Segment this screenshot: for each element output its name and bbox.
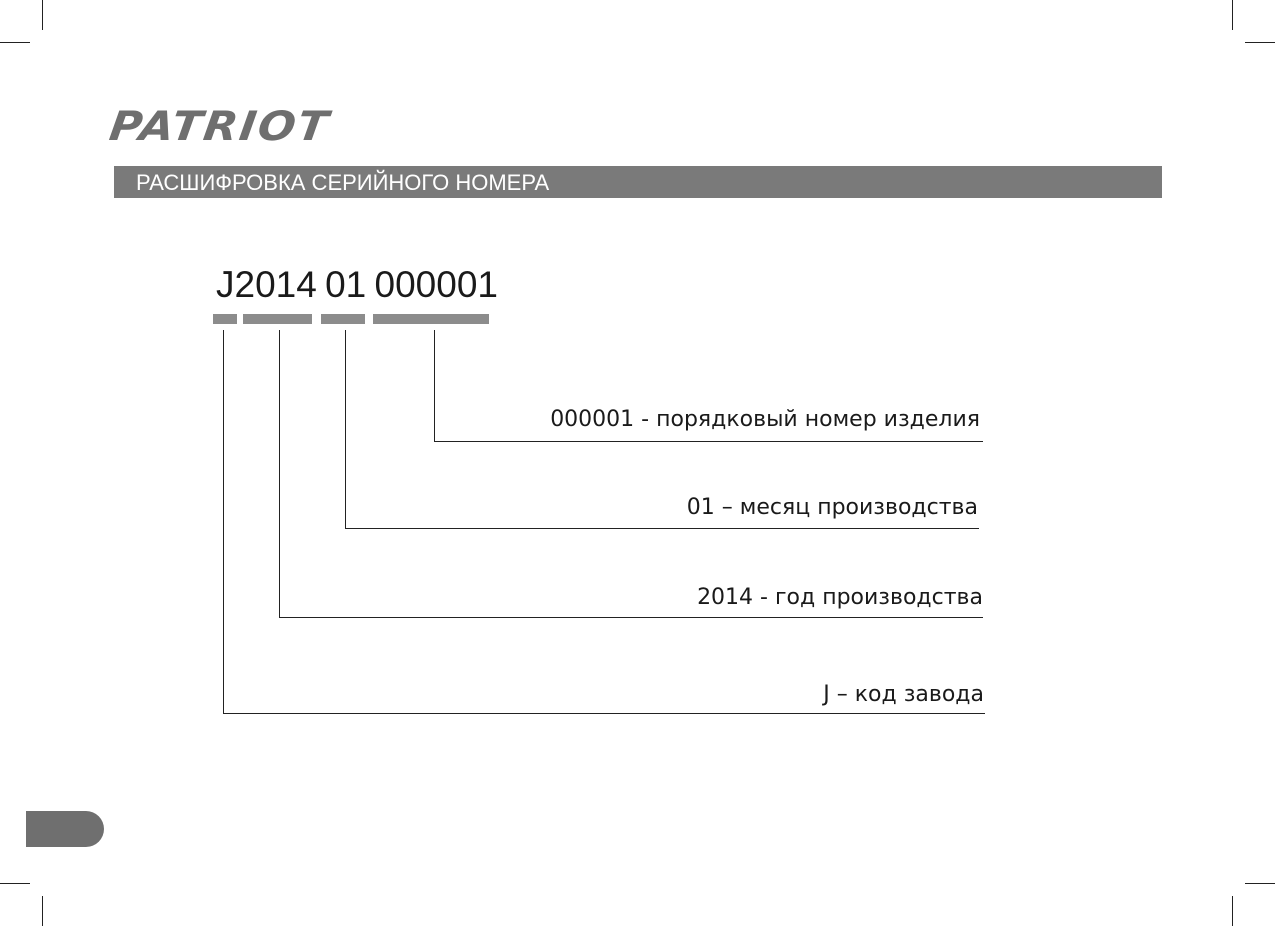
connector-month-horizontal: [345, 528, 979, 529]
section-title: РАСШИФРОВКА СЕРИЙНОГО НОМЕРА: [136, 170, 550, 195]
crop-mark-bottom-left-v: [42, 896, 43, 926]
crop-mark-top-right-h: [1245, 42, 1275, 43]
brand-logo: PATRIOT: [106, 103, 333, 150]
crop-mark-bottom-right-h: [1245, 883, 1275, 884]
connector-year-vertical: [279, 330, 280, 617]
segment-marker-month: [321, 314, 365, 324]
page-number-tab: [26, 811, 104, 847]
segment-marker-sequence: [373, 314, 489, 324]
serial-number-example: J2014 01 000001: [216, 264, 498, 305]
crop-mark-bottom-right-v: [1232, 896, 1233, 926]
legend-plant-code: J – код завода: [823, 682, 984, 707]
connector-plant-vertical: [223, 330, 224, 713]
connector-sequence-horizontal: [434, 441, 983, 442]
legend-production-month: 01 – месяц производства: [686, 495, 978, 520]
connector-year-horizontal: [279, 617, 983, 618]
crop-mark-top-left-v: [42, 0, 43, 30]
section-header-bar: [114, 166, 1162, 198]
segment-marker-year: [243, 314, 312, 324]
legend-production-year: 2014 - год производства: [697, 585, 983, 610]
crop-mark-top-left-h: [0, 42, 30, 43]
connector-plant-horizontal: [223, 713, 985, 714]
connector-sequence-vertical: [434, 330, 435, 441]
crop-mark-top-right-v: [1232, 0, 1233, 30]
crop-mark-bottom-left-h: [0, 883, 30, 884]
legend-sequence-number: 000001 - порядковый номер изделия: [550, 407, 980, 432]
segment-marker-plant: [213, 314, 237, 324]
connector-month-vertical: [345, 330, 346, 528]
